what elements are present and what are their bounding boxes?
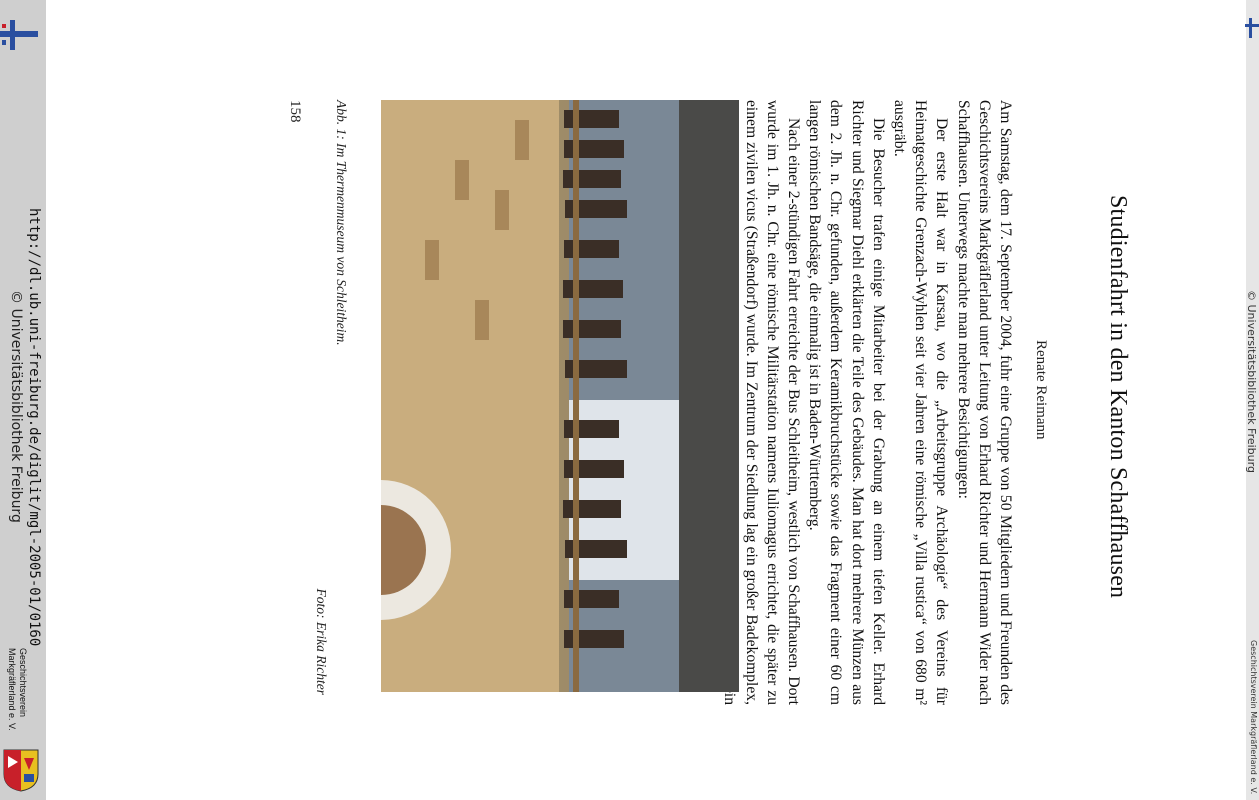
university-logo-icon xyxy=(0,20,38,50)
society-name xyxy=(6,648,28,731)
article-body xyxy=(698,100,1016,705)
photo-credit: Foto: Erika Richter xyxy=(314,588,329,695)
right-logo-icon xyxy=(1245,18,1259,38)
paragraph: Nach einer 2-stündigen Fahrt erreichte der Bus Schleitheim, westlich von Schaffhausen. Dort wurde im 1. Jh. n. Chr. eine römische Militärstation namens Iuliomagus errichtet, die später zu einem zivilen vicus (Straßendorf) wurde. Im Zentrum der Siedlung lag ein großer Badekomplex, ein xyxy=(721,100,802,705)
paragraph: Der erste Halt war in Karsau, wo die „Arbeitsgruppe Archäologie“ des Vereins für Heimatgeschichte Grenzach-Wyhlen seit vier Jahren eine römische „Villa rustica“ von 680 m² ausgräbt. xyxy=(890,100,951,705)
society-line-2: Markgräflerland e. V. xyxy=(7,648,17,731)
book-page xyxy=(141,100,1141,710)
article-author: Renate Reimann xyxy=(1033,340,1049,440)
museum-photo xyxy=(381,100,739,692)
society-line-1: Geschichtsverein xyxy=(18,648,28,718)
page-number: 158 xyxy=(287,100,303,123)
paragraph: Die Besucher trafen einige Mitarbeiter bei der Grabung an einem tiefen Keller. Erhard Richter und Siegmar Diehl erklärten die Teile des Gebäudes. Man hat dort mehrere Münzen aus dem 2. Jh. n. Chr. gefunden, außerdem Keramikbruchstücke sowie das Fragment einer 60 cm langen römischen Bandsäge, die einmalig ist in Baden-Württemberg. xyxy=(806,100,887,705)
article-title: Studienfahrt in den Kanton Schaffhausen xyxy=(1105,195,1131,599)
photo-caption: Abb. 1: Im Thermenmuseum von Schleitheim. xyxy=(334,100,349,346)
right-copyright-note: © Universitätsbibliothek Freiburg xyxy=(1245,290,1258,473)
paragraph: Am Samstag, dem 17. September 2004, fuhr eine Gruppe von 50 Mitgliedern und Freunden des Geschichtsvereins Markgräflerland unter Leitung von Erhard Richter und Hermann Wider nach Schaffhausen. Unterwegs machte man mehrere Besichtigungen: xyxy=(954,100,1014,705)
coat-of-arms-icon xyxy=(2,748,40,792)
document-url[interactable]: http://dl.ub.uni-freiburg.de/diglit/mgl-2005-01/0160 xyxy=(26,208,42,647)
right-society-note: Geschichtsverein Markgräflerland e. V. xyxy=(1249,640,1258,795)
copyright-note: © Universitätsbibliothek Freiburg xyxy=(8,290,24,523)
